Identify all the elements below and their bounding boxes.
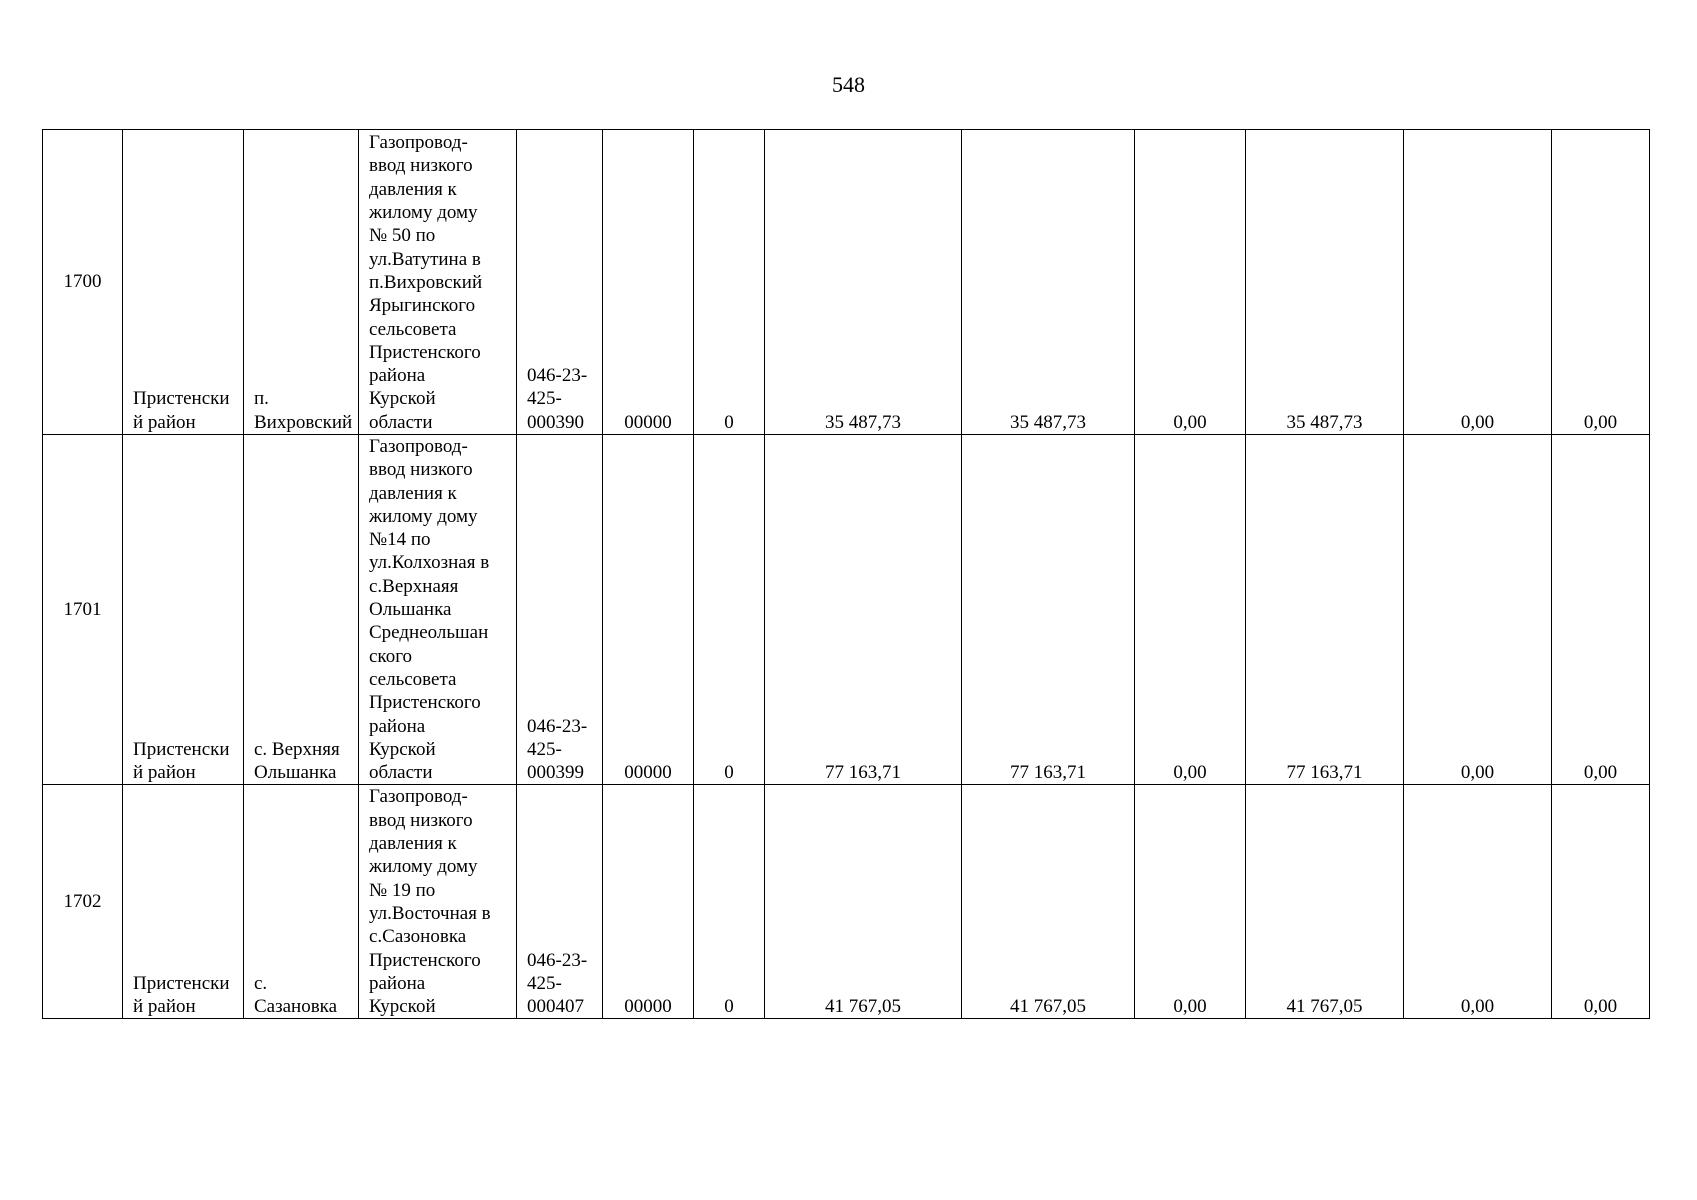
value-1-cell: 77 163,71: [765, 435, 962, 785]
cadastral-code-cell: 046-23-425-000407: [517, 785, 603, 1019]
table-row: [43, 435, 1650, 785]
row-number: 1702: [43, 785, 123, 1019]
settlement-cell: с. Верхняя Ольшанка: [244, 435, 359, 785]
value-4-cell: 77 163,71: [1246, 435, 1404, 785]
row-number: 1701: [43, 435, 123, 785]
table-row: [43, 130, 1650, 435]
settlement-cell: п. Вихровский: [244, 130, 359, 435]
value-6-cell: 0,00: [1552, 435, 1650, 785]
sub-code-cell: 00000: [603, 130, 694, 435]
cadastral-code-cell: 046-23-425-000390: [517, 130, 603, 435]
object-name-text: Газопровод- ввод низкого давления к жилому дому №14 по ул.Колхозная в с.Верхнаяя Ольшанка Среднеольшан ского сельсовета Пристенского района Курской области: [369, 436, 490, 784]
value-5-cell: 0,00: [1404, 130, 1552, 435]
page-number: 548: [832, 72, 865, 97]
value-3-cell: 0,00: [1135, 785, 1246, 1019]
sub-code-cell: 00000: [603, 785, 694, 1019]
registry-table: [42, 129, 1650, 1019]
cadastral-code-cell: 046-23-425-000399: [517, 435, 603, 785]
row-number: 1700: [43, 130, 123, 435]
value-5-cell: 0,00: [1404, 785, 1552, 1019]
value-3-cell: 0,00: [1135, 130, 1246, 435]
table-row: [43, 785, 1650, 1019]
object-name-text: Газопровод- ввод низкого давления к жилому дому № 19 по ул.Восточная в с.Сазоновка Пристенского района Курской: [369, 786, 491, 1018]
district-cell: Пристенский район: [123, 785, 244, 1019]
value-4-cell: 35 487,73: [1246, 130, 1404, 435]
value-1-cell: 41 767,05: [765, 785, 962, 1019]
sub-code-cell: 00000: [603, 435, 694, 785]
value-6-cell: 0,00: [1552, 785, 1650, 1019]
district-cell: Пристенский район: [123, 130, 244, 435]
object-name-text: Газопровод- ввод низкого давления к жилому дому № 50 по ул.Ватутина в п.Вихровский Ярыгинского сельсовета Пристенского района Курской области: [369, 132, 483, 433]
district-cell: Пристенский район: [123, 435, 244, 785]
zero-cell: 0: [694, 130, 765, 435]
value-2-cell: 77 163,71: [962, 435, 1135, 785]
value-4-cell: 41 767,05: [1246, 785, 1404, 1019]
value-2-cell: 35 487,73: [962, 130, 1135, 435]
object-name-cell: [359, 435, 517, 785]
zero-cell: 0: [694, 435, 765, 785]
value-5-cell: 0,00: [1404, 435, 1552, 785]
value-3-cell: 0,00: [1135, 435, 1246, 785]
object-name-cell: [359, 130, 517, 435]
value-2-cell: 41 767,05: [962, 785, 1135, 1019]
zero-cell: 0: [694, 785, 765, 1019]
settlement-cell: с. Сазановка: [244, 785, 359, 1019]
value-6-cell: 0,00: [1552, 130, 1650, 435]
object-name-cell: [359, 785, 517, 1019]
value-1-cell: 35 487,73: [765, 130, 962, 435]
